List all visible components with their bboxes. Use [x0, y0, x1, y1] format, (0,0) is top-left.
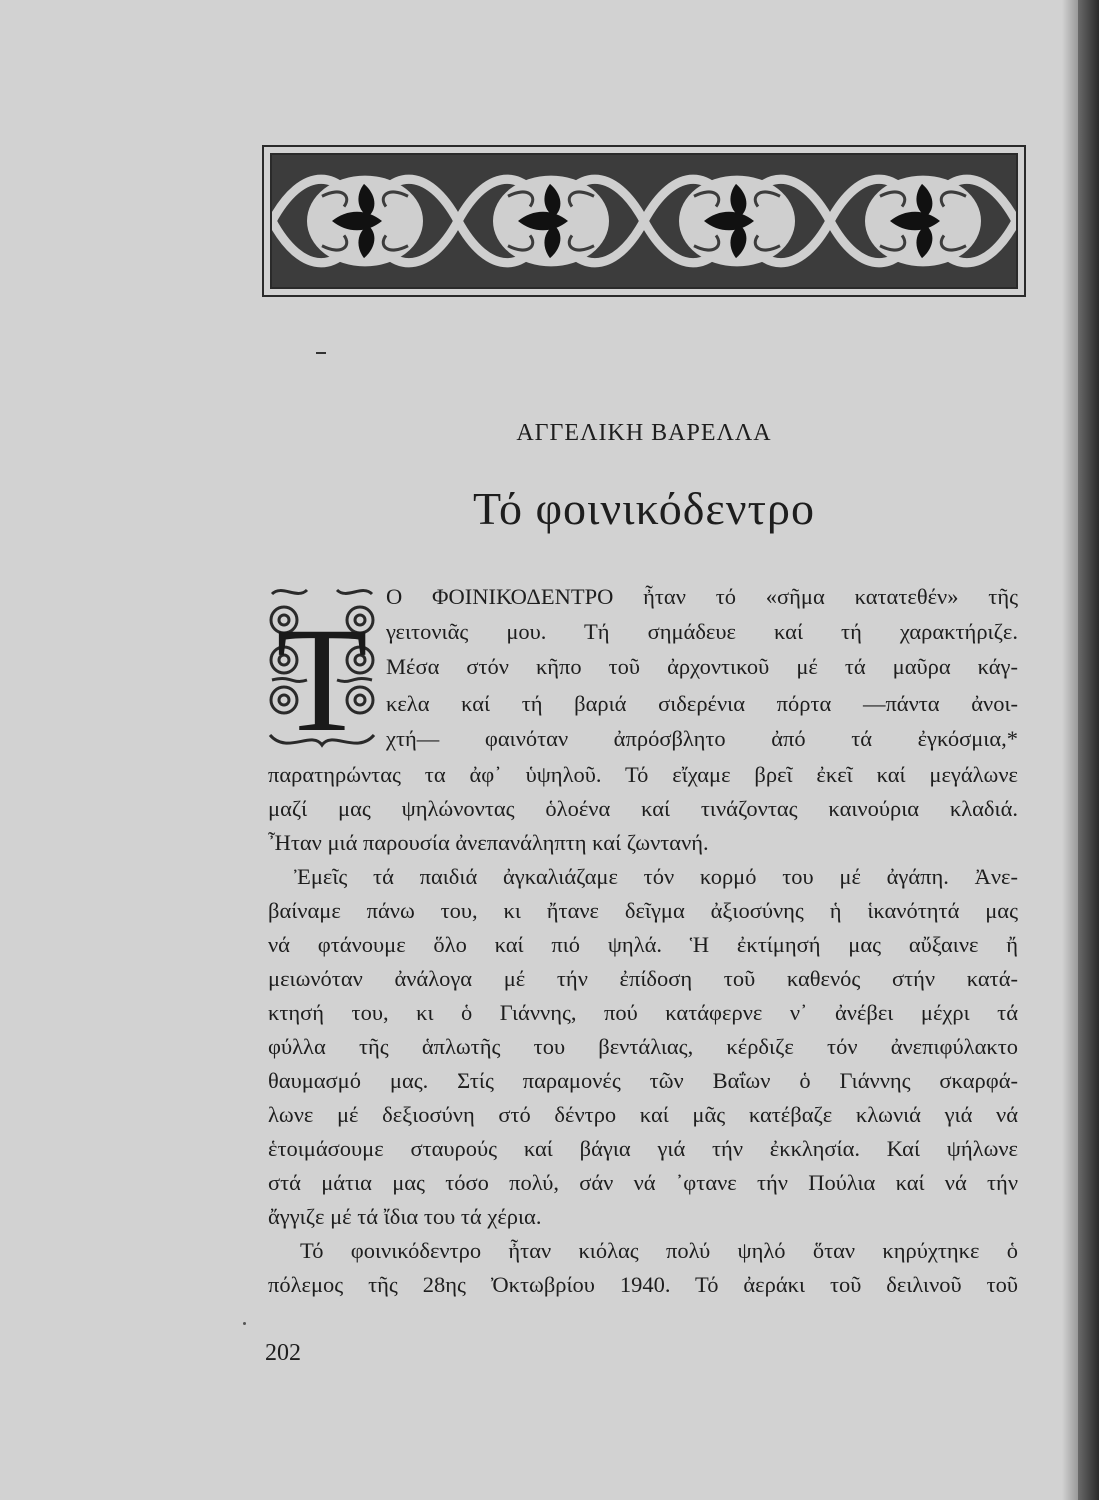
drop-cap-ornament	[262, 580, 382, 760]
text-line-12: μειωνόταν ἀνάλογα μέ τήν ἐπίδοση τοῦ καθενός στήν κατά-	[268, 966, 1018, 991]
story-title: Τό φοινικόδεντρο	[473, 483, 815, 534]
stray-dot	[243, 1322, 246, 1325]
arabesque-ornament	[272, 155, 1016, 287]
text-line-3: Μέσα στόν κῆπο τοῦ ἀρχοντικοῦ μέ τά μαῦρα κάγ-	[386, 654, 1018, 679]
text-line-6: παρατηρώντας τα ἀφ᾽ ὑψηλοῦ. Τό εἴχαμε βρεῖ ἐκεῖ καί μεγάλωνε	[268, 762, 1018, 787]
page-number: 202	[265, 1340, 301, 1366]
drop-cap-letter: Τ	[276, 597, 368, 760]
text-line-17: ἑτοιμάσουμε σταυρούς καί βάγια γιά τήν ἐκκλησία. Καί ψήλωνε	[268, 1136, 1018, 1161]
text-line-11: νά φτάνουμε ὅλο καί πιό ψηλά. Ἡ ἐκτίμησή μας αὔξαινε ἤ	[268, 932, 1018, 957]
stray-mark	[316, 352, 326, 354]
text-line-15: θαυμασμό μας. Στίς παραμονές τῶν Βαΐων ὁ Γιάννης σκαρφά-	[268, 1068, 1018, 1093]
text-line-7: μαζί μας ψηλώνοντας ὁλοένα καί τινάζοντας καινούρια κλαδιά.	[268, 796, 1018, 821]
text-line-14: φύλλα τῆς ἁπλωτῆς του βεντάλιας, κέρδιζε τόν ἀνεπιφύλακτο	[268, 1034, 1018, 1059]
text-line-19: ἄγγιζε μέ τά ἴδια του τά χέρια.	[268, 1204, 542, 1229]
text-line-5: χτή— φαινόταν ἀπρόσβλητο ἀπό τά ἐγκόσμια,*	[386, 726, 1018, 751]
text-line-8: Ἦταν μιά παρουσία ἀνεπανάληπτη καί ζωντανή.	[268, 830, 709, 855]
text-line-1: Ο ΦΟΙΝΙΚΟΔΕΝΤΡΟ ἦταν τό «σῆμα κατατεθέν» τῆς	[386, 584, 1018, 609]
text-line-20: Τό φοινικόδεντρο ἦταν κιόλας πολύ ψηλό ὅταν κηρύχτηκε ὁ	[300, 1238, 1018, 1263]
text-line-18: στά μάτια μας τόσο πολύ, σάν νά ᾽φτανε τήν Πούλια καί νά τήν	[268, 1170, 1018, 1195]
text-line-16: λωνε μέ δεξιοσύνη στό δέντρο καί μᾶς κατέβαζε κλωνιά γιά νά	[268, 1102, 1018, 1127]
text-line-2: γειτονιᾶς μου. Τή σημάδευε καί τή χαρακτήριζε.	[386, 619, 1018, 644]
text-line-9: Ἐμεῖς τά παιδιά ἀγκαλιάζαμε τόν κορμό του μέ ἀγάπη. Ἀνε-	[294, 864, 1018, 889]
text-line-10: βαίναμε πάνω του, κι ἤτανε δεῖγμα ἀξιοσύνης ἡ ἱκανότητά μας	[268, 898, 1018, 923]
author-name: ΑΓΓΕΛΙΚΗ ΒΑΡΕΛΛΑ	[516, 420, 772, 446]
decorated-initial	[262, 580, 382, 760]
text-line-21: πόλεμος τῆς 28ης Ὀκτωβρίου 1940. Τό ἀεράκι τοῦ δειλινοῦ τοῦ	[268, 1272, 1018, 1297]
ornamental-headpiece	[262, 145, 1026, 297]
page-gutter-shadow	[1062, 0, 1078, 1500]
text-line-4: κελα καί τή βαριά σιδερένια πόρτα —πάντα ἀνοι-	[386, 691, 1018, 716]
text-line-13: κτησή του, κι ὁ Γιάννης, πού κατάφερνε ν᾽ ἀνέβει μέχρι τά	[268, 1000, 1018, 1025]
page-edge-shadow	[1078, 0, 1099, 1500]
